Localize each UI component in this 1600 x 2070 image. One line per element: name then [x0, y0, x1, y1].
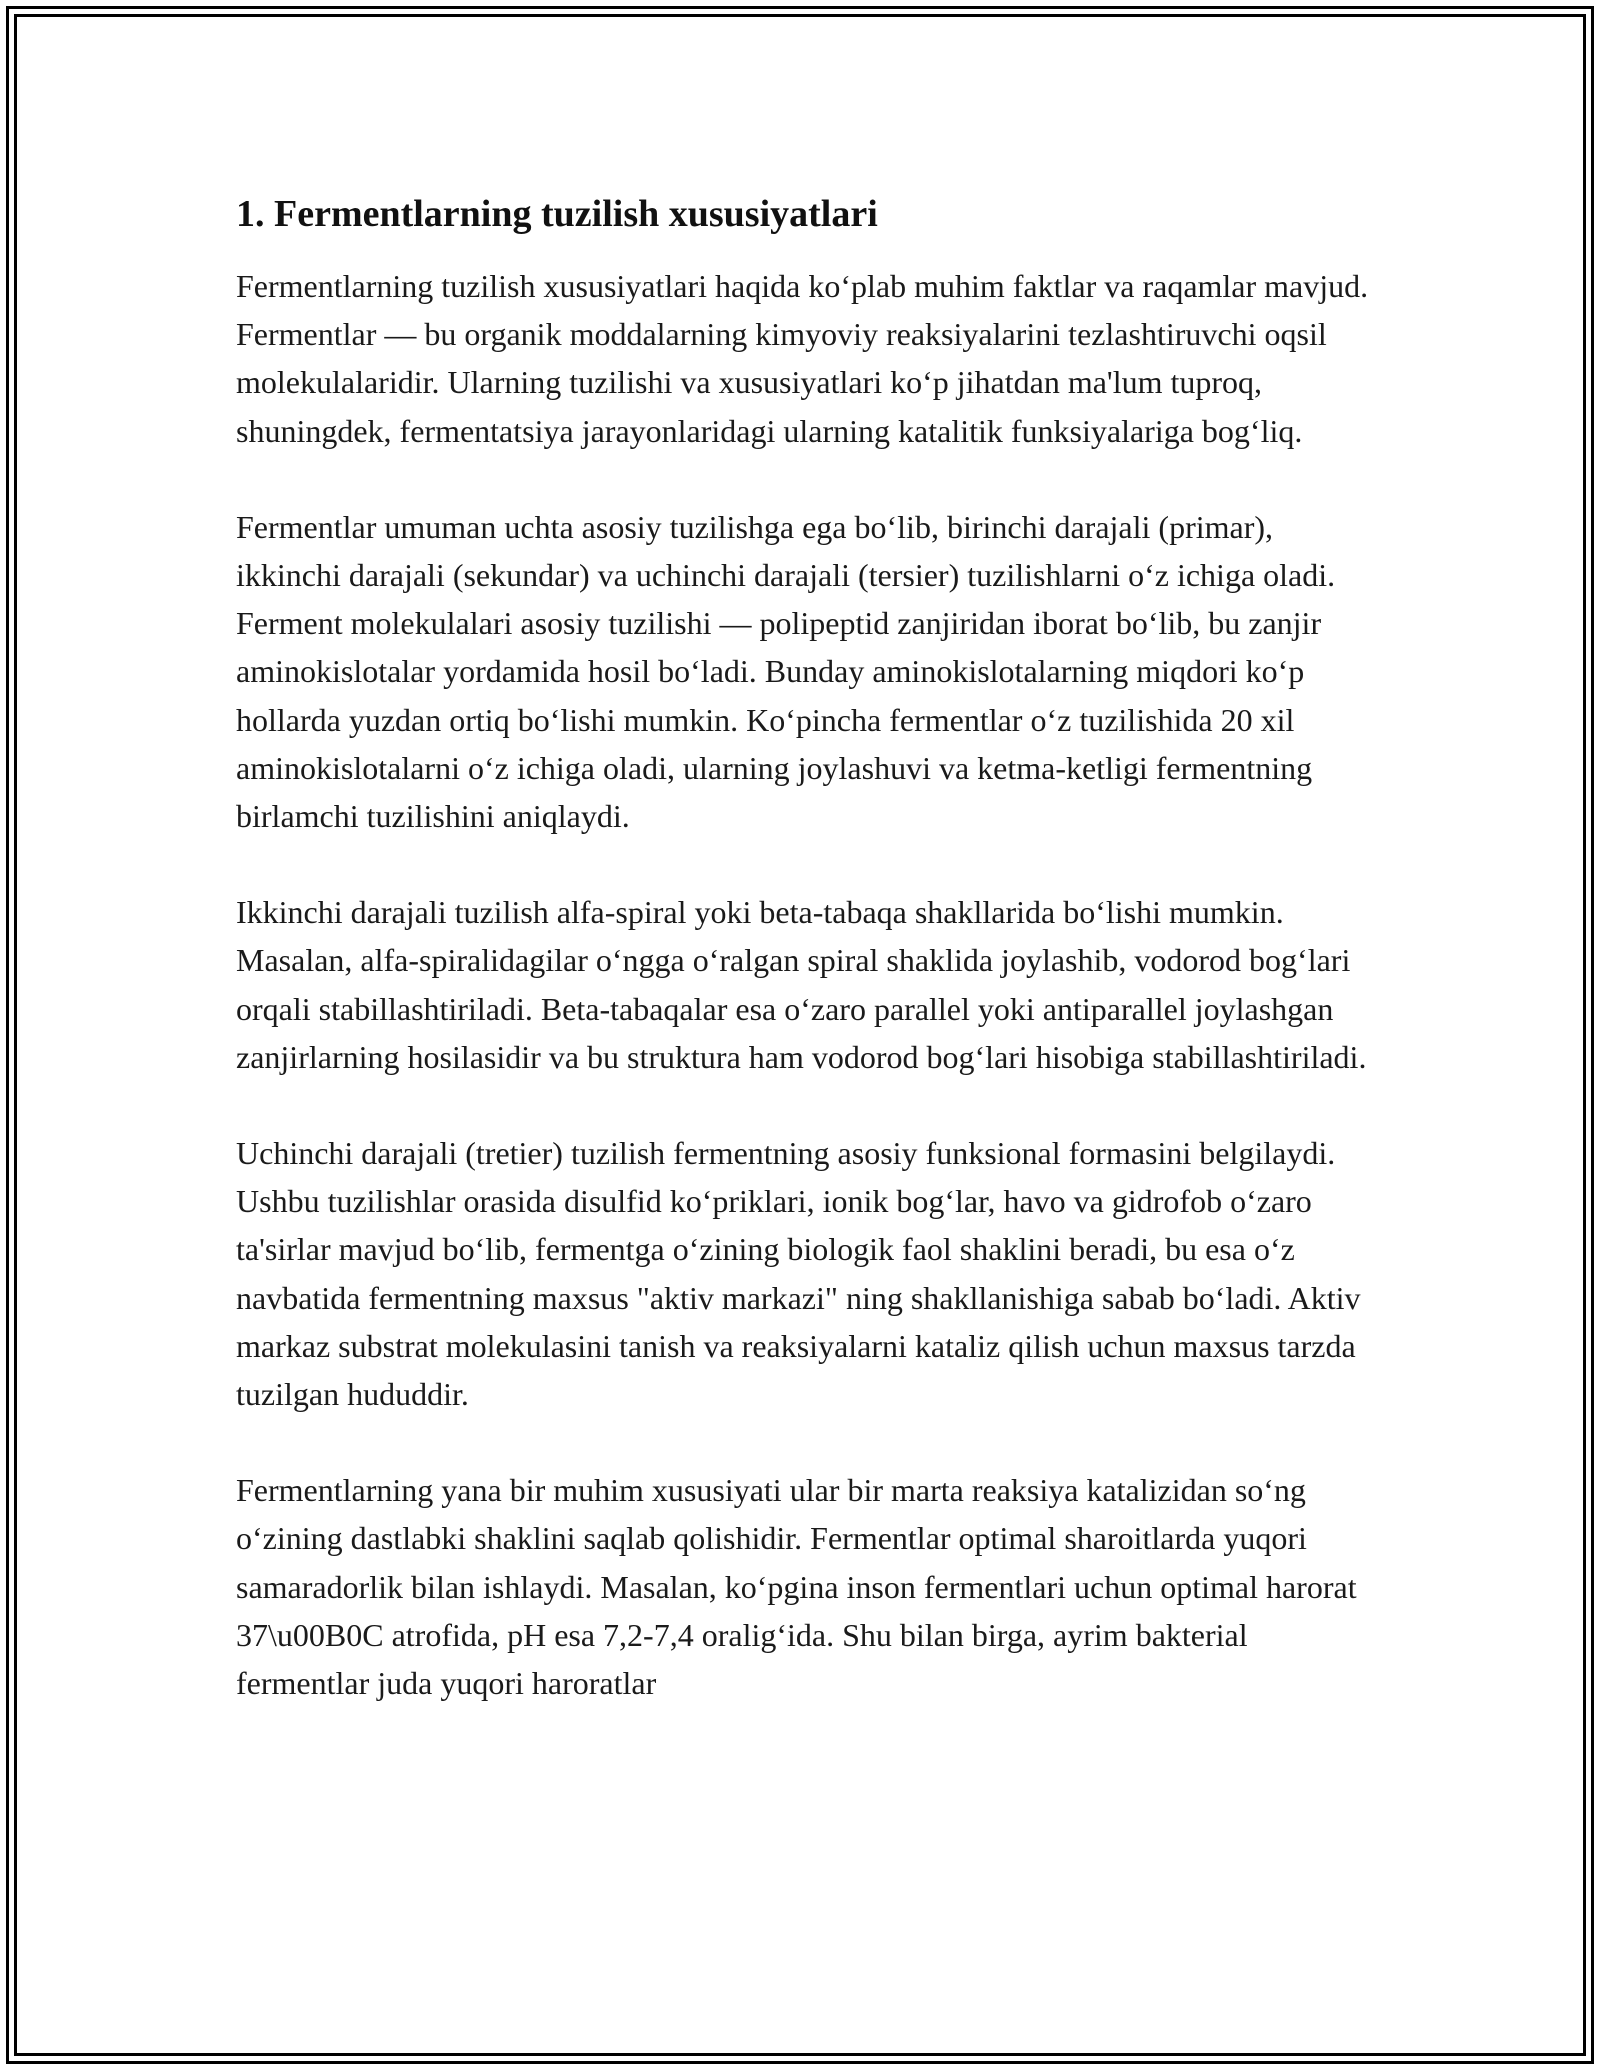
- paragraph-structure-levels: Fermentlar umuman uchta asosiy tuzilishga ega bo‘lib, birinchi darajali (primar), ikkinchi darajali (sekundar) va uchinchi darajali (tersier) tuzilishlarni o‘z ichiga oladi. Ferment molekulalari asosiy tuzilishi — polipeptid zanjiridan iborat bo‘lib, bu zanjir aminokislotalar yordamida hosil bo‘ladi. Bunday aminokislotalarning miqdori ko‘p hollarda yuzdan ortiq bo‘lishi mumkin. Ko‘pincha fermentlar o‘z tuzilishida 20 xil aminokislotalarni o‘z ichiga oladi, ularning joylashuvi va ketma-ketligi fermentning birlamchi tuzilishini aniqlaydi.: [236, 508, 1336, 835]
- section-heading: 1. Fermentlarning tuzilish xususiyatlari: [236, 193, 878, 235]
- paragraph-intro: Fermentlarning tuzilish xususiyatlari haqida ko‘plab muhim faktlar va raqamlar mavjud. Fermentlar — bu organik moddalarning kimyoviy reaksiyalarini tezlashtiruvchi oqsil molekulalaridir. Ularning tuzilishi va xususiyatlari ko‘p jihatdan ma'lum tuproq, shuningdek, fermentatsiya jarayonlaridagi ularning katalitik funksiyalariga bog‘liq.: [236, 268, 1369, 449]
- document-body: [236, 188, 1376, 1755]
- paragraph-enzyme-properties: Fermentlarning yana bir muhim xususiyati ular bir marta reaksiya katalizidan so‘ng o‘zining dastlabki shaklini saqlab qolishidir. Fermentlar optimal sharoitlarda yuqori samaradorlik bilan ishlaydi. Masalan, ko‘pgina inson fermentlari uchun optimal harorat 37\u00B0C atrofida, pH esa 7,2-7,4 oralig‘ida. Shu bilan birga, ayrim bakterial fermentlar juda yuqori haroratlar: [236, 1472, 1357, 1702]
- paragraph-tertiary-structure: Uchinchi darajali (tretier) tuzilish fermentning asosiy funksional formasini belgilaydi. Ushbu tuzilishlar orasida disulfid ko‘priklari, ionik bog‘lar, havo va gidrofob o‘zaro ta'sirlar mavjud bo‘lib, fermentga o‘zining biologik faol shaklini beradi, bu esa o‘z navbatida fermentning maxsus "aktiv markazi" ning shakllanishiga sabab bo‘ladi. Aktiv markaz substrat molekulasini tanish va reaksiyalarni kataliz qilish uchun maxsus tarzda tuzilgan hududdir.: [236, 1135, 1361, 1413]
- paragraph-secondary-structure: Ikkinchi darajali tuzilish alfa-spiral yoki beta-tabaqa shakllarida bo‘lishi mumkin. Masalan, alfa-spiralidagilar o‘ngga o‘ralgan spiral shaklida joylashib, vodorod bog‘lari orqali stabillashtiriladi. Beta-tabaqalar esa o‘zaro parallel yoki antiparallel joylashgan zanjirlarning hosilasidir va bu struktura ham vodorod bog‘lari hisobiga stabillashtiriladi.: [236, 894, 1367, 1075]
